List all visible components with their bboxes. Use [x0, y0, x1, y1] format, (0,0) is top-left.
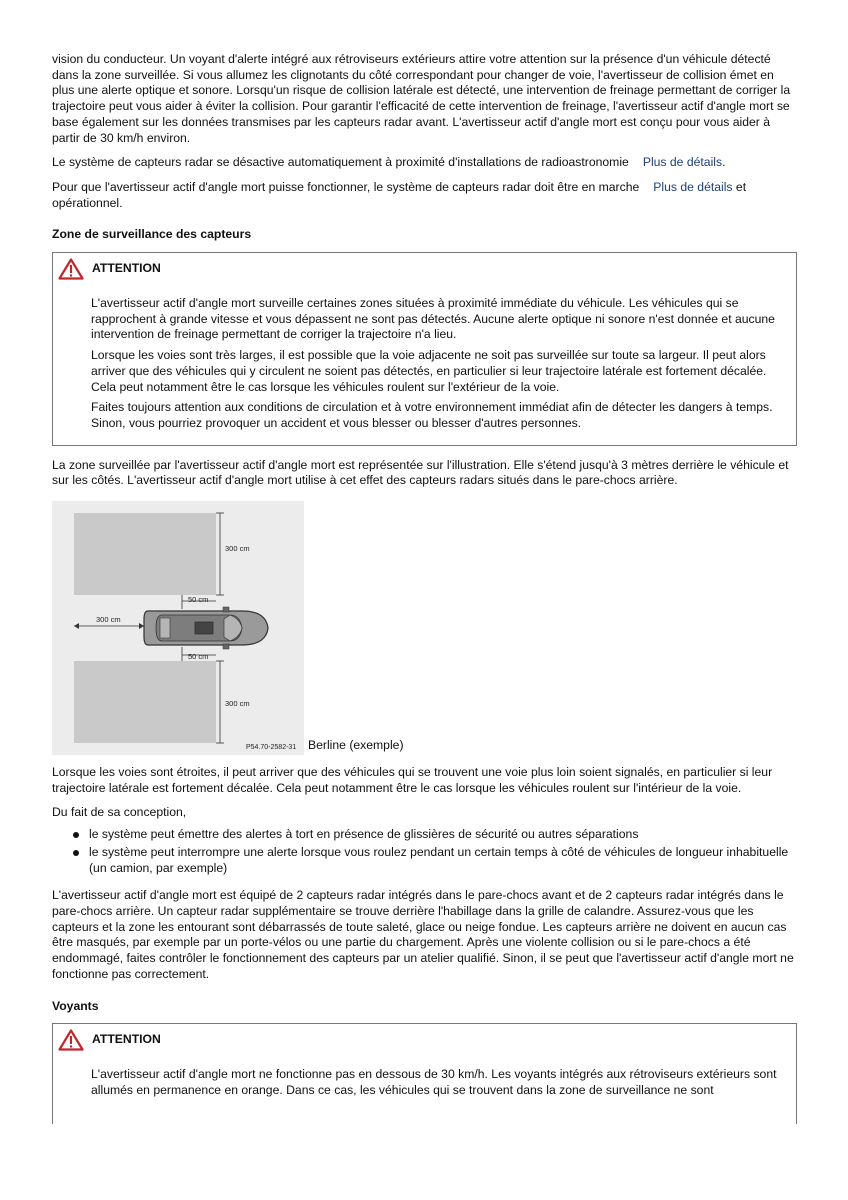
- radio-suffix: .: [722, 155, 726, 170]
- figure-reference: P54.70-2582-31: [246, 744, 297, 752]
- figure-row: [52, 501, 797, 755]
- document-page: [52, 52, 797, 1124]
- attention-box-2: [52, 1023, 797, 1124]
- warning-triangle-icon: [58, 258, 84, 280]
- zone-lower: [74, 661, 216, 743]
- attention-header: [58, 1029, 778, 1051]
- radio-paragraph: [52, 155, 797, 171]
- operational-text: Pour que l'avertisseur actif d'angle mort puisse fonctionner, le système de capteurs radar doit être en marche: [52, 179, 640, 194]
- attention-paragraph: Lorsque les voies sont très larges, il est possible que la voie adjacente ne soit pas surveillée sur toute sa largeur. Il peut alors arriver que des véhicules qui y circulent ne soient pas détectés, en particulier si leur trajectoire latérale est fortement décalée. Cela peut notamment être le cas lorsque les véhicules roulent sur l'extérieur de la voie.: [91, 348, 767, 394]
- label-50-bottom: 50 cm: [188, 652, 209, 662]
- label-side: 300 cm: [96, 615, 121, 625]
- sensors-paragraph: L'avertisseur actif d'angle mort est équipé de 2 capteurs radar intégrés dans le pare-chocs avant et de 2 capteurs radar intégrés dans le pare-chocs arrière. Un capteur radar supplémentaire se trouve derrière l'habillage dans la grille de calandre. Assurez-vous que les capteurs et la zone les entourant sont débarrassés de toute saleté, glace ou neige fondue. Les capteurs arrière ne doivent en aucun cas être masqués, par exemple par un porte-vélos ou une partie du chargement. Après une violente collision ou si le pare-chocs a été endommagé, faites contrôler le fonctionnement des capteurs par un atelier qualifié. Sinon, il se peut que l'avertisseur actif d'angle mort ne fonctionne pas correctement.: [52, 888, 794, 981]
- warning-triangle-icon: [58, 1029, 84, 1051]
- car-top-view: [144, 607, 268, 649]
- attention-title: ATTENTION: [92, 261, 161, 276]
- attention-paragraph: Faites toujours attention aux conditions de circulation et à votre environnement immédiat afin de détecter les dangers à temps. Sinon, vous pourriez provoquer un accident et vous blesser ou blesser d'autres personnes.: [91, 400, 773, 430]
- zone-paragraph: La zone surveillée par l'avertisseur actif d'angle mort est représentée sur l'illustration. Elle s'étend jusqu'à 3 mètres derrière le véhicule et sur les côtés. L'avertisseur actif d'angle mort utilise à cet effet des capteurs radars situés dans le pare-chocs arrière.: [52, 457, 789, 488]
- attention-header: [58, 258, 778, 280]
- attention-title: ATTENTION: [92, 1032, 161, 1047]
- attention-body: [58, 296, 778, 432]
- label-top: 300 cm: [225, 544, 250, 554]
- operational-paragraph: [52, 180, 797, 211]
- label-bottom: 300 cm: [225, 699, 250, 709]
- figure-caption: Berline (exemple): [308, 738, 404, 753]
- operational-details-link[interactable]: Plus de détails: [653, 179, 733, 194]
- narrow-lanes-paragraph: Lorsque les voies sont étroites, il peut arriver que des véhicules qui se trouvent une voie plus loin soient signalés, en particulier si leur trajectoire latérale est fortement décalée. Cela peut notamment être le cas lorsque les véhicules roulent sur l'intérieur de la voie.: [52, 765, 773, 795]
- radio-details-link[interactable]: Plus de détails: [642, 155, 723, 170]
- voyants-heading: Voyants: [52, 998, 99, 1013]
- label-50-top: 50 cm: [188, 595, 209, 605]
- blind-spot-diagram: [52, 501, 304, 755]
- bullet-item: le système peut interrompre une alerte lorsque vous roulez pendant un certain temps à côté de véhicules de longueur inhabituelle (un camion, par exemple): [52, 845, 797, 876]
- design-bullet-list: [52, 827, 797, 876]
- blind-spot-illustration: [52, 501, 304, 755]
- zone-heading: Zone de surveillance des capteurs: [52, 227, 252, 242]
- intro-paragraph: vision du conducteur. Un voyant d'alerte intégré aux rétroviseurs extérieurs attire votre attention sur la présence d'un véhicule détecté dans la zone surveillée. Si vous allumez les clignotants du côté correspondant pour changer de voie, l'avertisseur de collision émet en plus une alerte optique et sonore. Lorsqu'un risque de collision latérale est détecté, une intervention de freinage permettant de corriger la trajectoire peut vous aider à éviter la collision. Pour garantir l'efficacité de cette intervention de freinage, l'avertisseur actif d'angle mort se base également sur les données transmises par les capteurs radar avant. L'avertisseur actif d'angle mort est conçu pour vous aider à partir de 30 km/h environ.: [52, 52, 791, 145]
- design-intro: Du fait de sa conception,: [52, 805, 187, 820]
- attention-box-1: [52, 252, 797, 446]
- attention-paragraph: L'avertisseur actif d'angle mort surveille certaines zones situées à proximité immédiate du véhicule. Les véhicules qui se rapprochent à grande vitesse et vous dépassent ne sont pas détectés. Aucune alerte optique ni sonore n'est donnée et aucune intervention de freinage permettant de corriger la trajectoire n'a lieu.: [91, 296, 775, 342]
- attention-body: [58, 1067, 778, 1098]
- operational-suffix: et opérationnel.: [52, 179, 747, 210]
- attention-paragraph: L'avertisseur actif d'angle mort ne fonctionne pas en dessous de 30 km/h. Les voyants intégrés aux rétroviseurs extérieurs sont allumés en permanence en orange. Dans ce cas, les véhicules qui se trouvent dans la zone de surveillance ne sont: [91, 1067, 777, 1097]
- zone-upper: [74, 513, 216, 595]
- radio-text: Le système de capteurs radar se désactive automatiquement à proximité d'installations de radioastronomie: [52, 155, 629, 170]
- bullet-item: le système peut émettre des alertes à tort en présence de glissières de sécurité ou autres séparations: [52, 827, 797, 843]
